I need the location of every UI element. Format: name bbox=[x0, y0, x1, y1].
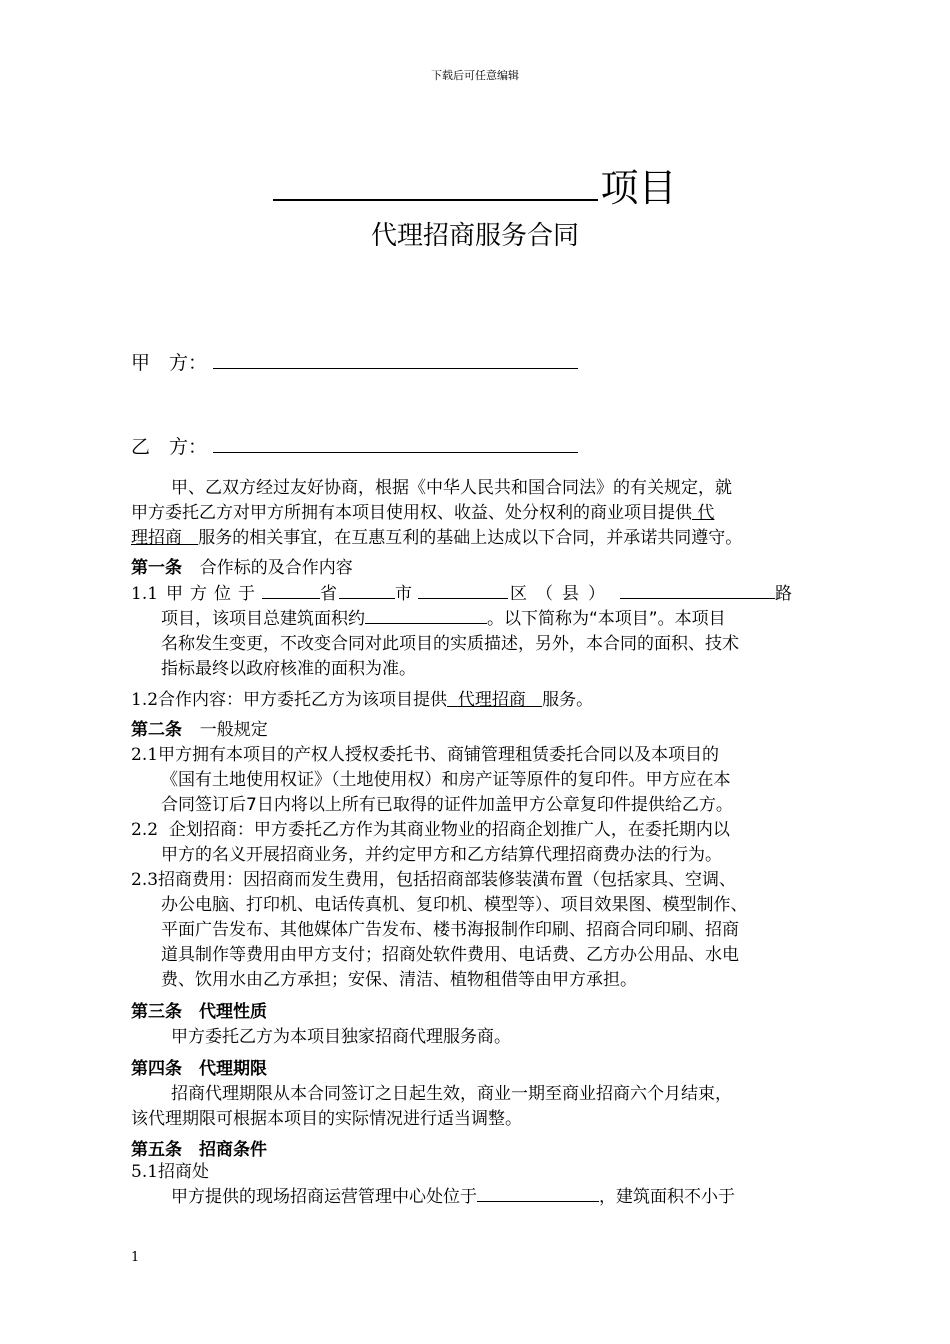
intro-line-1: 甲、乙双方经过友好协商，根据《中华人民共和国合同法》的有关规定，就 bbox=[171, 478, 732, 498]
article-3-heading: 第三条 代理性质 bbox=[131, 1002, 267, 1022]
project-title bbox=[0, 160, 950, 216]
party-a-blank bbox=[213, 348, 578, 369]
party-a-label: 甲 方： bbox=[131, 352, 208, 374]
clause-1-1-line-3: 名称发生变更，不改变合同对此项目的实质描述，另外，本合同的面积、技术 bbox=[161, 634, 739, 654]
article-4-line-2: 该代理期限可根据本项目的实际情况进行适当调整。 bbox=[131, 1109, 522, 1129]
article-4-heading: 第四条 代理期限 bbox=[131, 1059, 267, 1079]
project-title-suffix: 项目 bbox=[600, 166, 677, 210]
clause-1-1-line-2: 项目，该项目总建筑面积约 。以下简称为“本项目”。本项目 bbox=[161, 609, 726, 629]
clause-1-1-line-1: 1.1 甲方位于 省 市 区（县） 路 bbox=[131, 584, 793, 604]
article-4-line-1: 招商代理期限从本合同签订之日起生效，商业一期至商业招商六个月结束， bbox=[171, 1084, 732, 1104]
clause-2-3-line-5: 费、饮用水由乙方承担；安保、清洁、植物租借等由甲方承担。 bbox=[161, 970, 637, 990]
province-blank bbox=[262, 582, 320, 599]
clause-2-3-line-4: 道具制作等费用由甲方支付；招商处软件费用、电话费、乙方办公用品、水电 bbox=[161, 945, 739, 965]
clause-1-1-line-4: 指标最终以政府核准的面积为准。 bbox=[161, 659, 416, 679]
clause-2-3-line-3: 平面广告发布、其他媒体广告发布、楼书海报制作印刷、招商合同印刷、招商 bbox=[161, 920, 739, 940]
clause-2-1-line-3: 合同签订后7日内将以上所有已取得的证件加盖甲方公章复印件提供给乙方。 bbox=[161, 795, 733, 815]
page-number: 1 bbox=[131, 1250, 140, 1265]
party-b-blank bbox=[213, 432, 578, 453]
city-blank bbox=[339, 582, 395, 599]
clause-2-1-line-2: 《国有土地使用权证》（土地使用权）和房产证等原件的复印件。甲方应在本 bbox=[161, 770, 731, 790]
clause-2-3-line-2: 办公电脑、打印机、电话传真机、复印机、模型等）、项目效果图、模型制作、 bbox=[161, 895, 748, 915]
article-3-body: 甲方委托乙方为本项目独家招商代理服务商。 bbox=[171, 1027, 511, 1047]
clause-1-2: 1.2合作内容：甲方委托乙方为该项目提供 代理招商 服务。 bbox=[131, 690, 594, 710]
header-note: 下载后可任意编辑 bbox=[431, 69, 519, 82]
intro-line-3: 理招商 服务的相关事宜，在互惠互利的基础上达成以下合同，并承诺共同遵守。 bbox=[131, 528, 743, 548]
district-blank bbox=[418, 582, 508, 599]
clause-5-1-line-1: 甲方提供的现场招商运营管理中心处位于 ，建筑面积不小于 bbox=[171, 1187, 735, 1207]
article-5-heading: 第五条 招商条件 bbox=[131, 1140, 267, 1160]
party-a-row bbox=[131, 348, 578, 377]
contract-title: 代理招商服务合同 bbox=[370, 221, 579, 251]
article-2-heading: 第二条 一般规定 bbox=[131, 720, 268, 740]
area-blank bbox=[365, 607, 487, 624]
clause-5-1-title: 5.1招商处 bbox=[131, 1162, 210, 1182]
clause-2-3-line-1: 2.3招商费用：因招商而发生费用，包括招商部装修装潢布置（包括家具、空调、 bbox=[131, 870, 737, 890]
party-b-row bbox=[131, 432, 578, 461]
clause-2-1-line-1: 2.1甲方拥有本项目的产权人授权委托书、商铺管理租赁委托合同以及本项目的 bbox=[131, 745, 720, 765]
project-name-blank bbox=[273, 161, 598, 201]
article-1-heading: 第一条 合作标的及合作内容 bbox=[131, 558, 353, 578]
intro-line-2: 甲方委托乙方对甲方所拥有本项目使用权、收益、处分权利的商业项目提供 代 bbox=[131, 503, 715, 523]
location-blank bbox=[477, 1185, 599, 1202]
party-b-label: 乙 方： bbox=[131, 436, 208, 458]
clause-2-2-line-1: 2.2 企划招商：甲方委托乙方作为其商业物业的招商企划推广人，在委托期内以 bbox=[131, 820, 730, 840]
road-blank bbox=[620, 582, 775, 599]
clause-2-2-line-2: 甲方的名义开展招商业务，并约定甲方和乙方结算代理招商费办法的行为。 bbox=[161, 845, 722, 865]
